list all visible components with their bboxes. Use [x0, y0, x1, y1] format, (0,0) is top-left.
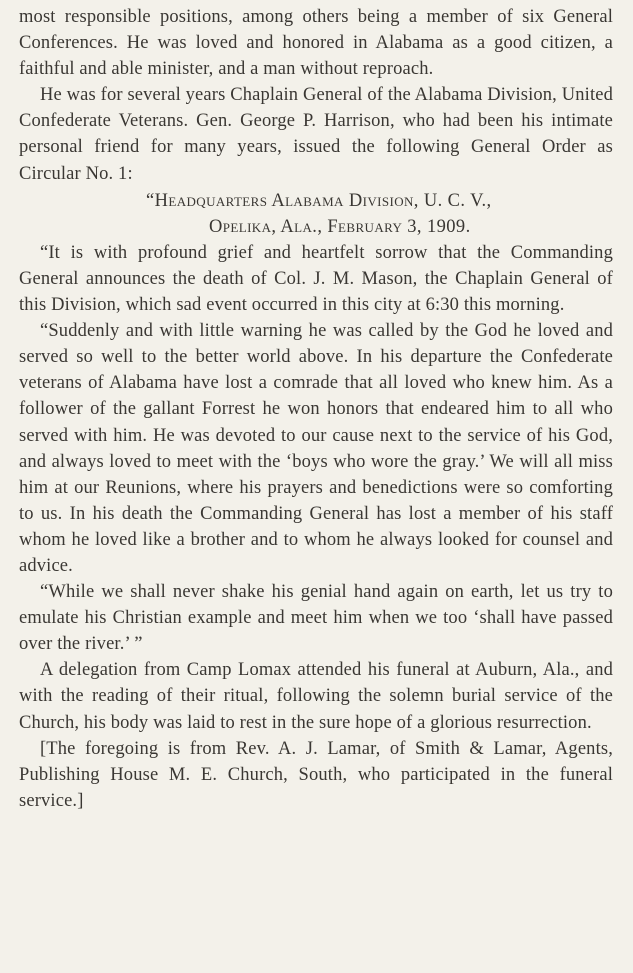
heading-place-date-line: Opelika, Ala., February 3, 1909.: [209, 216, 471, 237]
paragraph-source-note: [The foregoing is from Rev. A. J. Lamar, of Smith & Lamar, Agents, Publishing House M. E. Church, South, who participated in the funeral service.]: [19, 738, 613, 811]
general-order-heading: [19, 188, 613, 240]
paragraph-continued: most responsible positions, among others being a member of six General Conferences. He was loved and honored in Alabama as a good citizen, a faithful and able minister, and a man without reproach.: [19, 7, 613, 80]
order-paragraph-announcement: “It is with profound grief and heartfelt sorrow that the Commanding General announces the death of Col. J. M. Mason, the Chaplain General of this Division, which sad event occurred in this city at 6:30 this morning.: [19, 242, 613, 316]
paragraph-funeral-delegation: A delegation from Camp Lomax attended his funeral at Auburn, Ala., and with the reading of their ritual, following the solemn burial service of the Church, his body was laid to rest in the sure hope of a glorious resurrection.: [19, 660, 613, 733]
paragraph-chaplain-general: He was for several years Chaplain General of the Alabama Division, United Confederate Veterans. Gen. George P. Harrison, who had been his intimate personal friend for many years, issued the following General Order as Circular No. 1:: [19, 85, 613, 184]
heading-headquarters-line: “Headquarters Alabama Division, U. C. V.,: [146, 190, 492, 211]
order-paragraph-farewell: “While we shall never shake his genial hand again on earth, let us try to emulate his Christian example and meet him when we too ‘shall have passed over the river.’ ”: [19, 582, 613, 655]
order-paragraph-tribute: “Suddenly and with little warning he was called by the God he loved and served so well to the better world above. In his departure the Confederate veterans of Alabama have lost a comrade that all loved who knew him. As a follower of the gallant Forrest he won honors that endeared him to all who served with him. He was devoted to our cause next to the service of his God, and always loved to meet with the ‘boys who wore the gray.’ We will all miss him at our Reunions, where his prayers and benedictions were so comforting to us. In his death the Commanding General has lost a member of his staff whom he loved like a brother and to whom he always looked for counsel and advice.: [19, 321, 613, 576]
